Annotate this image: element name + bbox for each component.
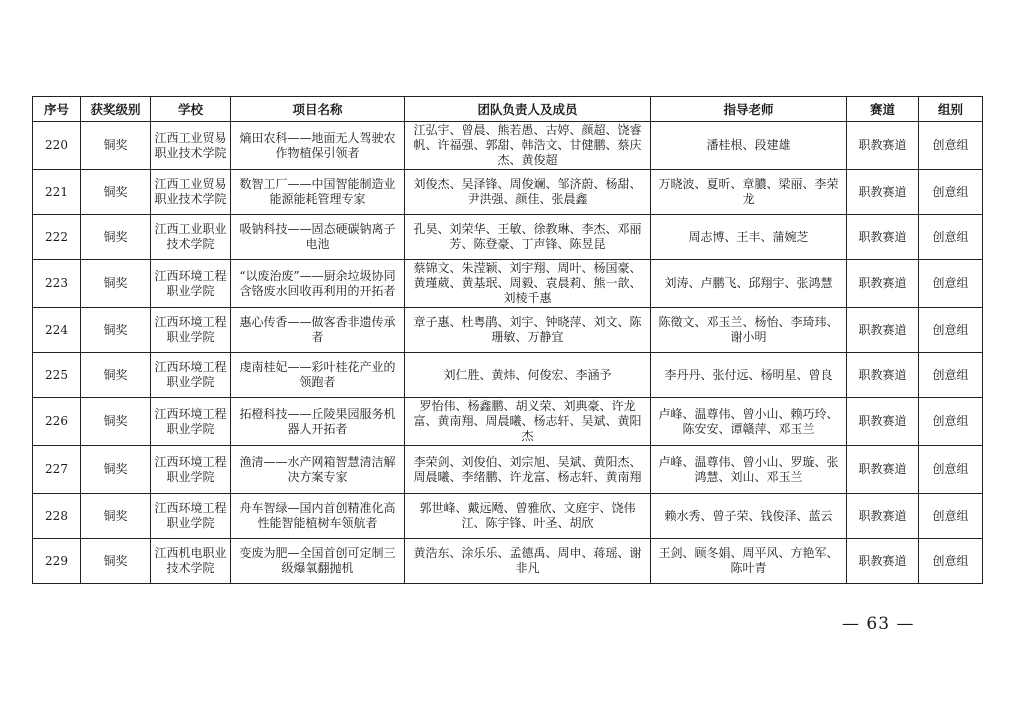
cell-project: 数智工厂——中国智能制造业能源能耗管理专家 bbox=[231, 170, 405, 215]
cell-level: 铜奖 bbox=[81, 494, 151, 539]
cell-track: 职教赛道 bbox=[847, 494, 919, 539]
table-row bbox=[33, 539, 983, 584]
cell-advisors: 赖水秀、曾子荣、钱俊泽、蓝云 bbox=[651, 494, 847, 539]
cell-group: 创意组 bbox=[919, 539, 983, 584]
cell-project: 惠心传香——做客香非遗传承者 bbox=[231, 308, 405, 353]
cell-no: 226 bbox=[33, 398, 81, 446]
cell-school: 江西环境工程职业学院 bbox=[151, 398, 231, 446]
cell-project: 虔南桂妃——彩叶桂花产业的领跑者 bbox=[231, 353, 405, 398]
cell-advisors: 万晓波、夏昕、章膿、梁丽、李荣龙 bbox=[651, 170, 847, 215]
cell-level: 铜奖 bbox=[81, 122, 151, 170]
cell-track: 职教赛道 bbox=[847, 215, 919, 260]
table-row bbox=[33, 260, 983, 308]
cell-track: 职教赛道 bbox=[847, 539, 919, 584]
cell-school: 江西机电职业技术学院 bbox=[151, 539, 231, 584]
page-number: — 63 — bbox=[842, 614, 915, 634]
cell-school: 江西工业职业技术学院 bbox=[151, 215, 231, 260]
header-cell-advisors: 指导老师 bbox=[651, 97, 847, 122]
cell-members: 黄浩东、涂乐乐、孟德禹、周申、蒋瑶、谢非凡 bbox=[405, 539, 651, 584]
table-row bbox=[33, 398, 983, 446]
table-row bbox=[33, 446, 983, 494]
header-cell-no: 序号 bbox=[33, 97, 81, 122]
cell-level: 铜奖 bbox=[81, 539, 151, 584]
cell-track: 职教赛道 bbox=[847, 170, 919, 215]
cell-track: 职教赛道 bbox=[847, 353, 919, 398]
cell-advisors: 卢峰、温尊伟、曾小山、赖巧玲、陈安安、谭赣萍、邓玉兰 bbox=[651, 398, 847, 446]
table-row bbox=[33, 353, 983, 398]
header-cell-school: 学校 bbox=[151, 97, 231, 122]
cell-level: 铜奖 bbox=[81, 215, 151, 260]
cell-group: 创意组 bbox=[919, 494, 983, 539]
header-cell-members: 团队负责人及成员 bbox=[405, 97, 651, 122]
table-row bbox=[33, 122, 983, 170]
cell-level: 铜奖 bbox=[81, 170, 151, 215]
award-table bbox=[32, 96, 983, 584]
cell-group: 创意组 bbox=[919, 446, 983, 494]
cell-project: 渔清——水产网箱智慧清洁解决方案专家 bbox=[231, 446, 405, 494]
header-cell-track: 赛道 bbox=[847, 97, 919, 122]
cell-advisors: 潘桂根、段建雄 bbox=[651, 122, 847, 170]
cell-no: 229 bbox=[33, 539, 81, 584]
cell-members: 李荣剑、刘俊伯、刘宗旭、吴斌、黄阳杰、周晨曦、李绪鹏、许龙富、杨志轩、黄南翔 bbox=[405, 446, 651, 494]
cell-members: 罗怡伟、杨鑫鹏、胡义荣、刘典豪、许龙富、黄南翔、周晨曦、杨志轩、吴斌、黄阳杰 bbox=[405, 398, 651, 446]
cell-project: 舟车智绿—国内首创精准化高性能智能植树车领航者 bbox=[231, 494, 405, 539]
cell-track: 职教赛道 bbox=[847, 446, 919, 494]
cell-members: 江弘宇、曾晨、熊若愚、古婷、颜超、饶睿帆、许福强、郭甜、韩浩文、甘健鹏、蔡庆杰、黄俊超 bbox=[405, 122, 651, 170]
cell-track: 职教赛道 bbox=[847, 398, 919, 446]
cell-group: 创意组 bbox=[919, 215, 983, 260]
cell-no: 220 bbox=[33, 122, 81, 170]
cell-level: 铜奖 bbox=[81, 260, 151, 308]
cell-members: 蔡锦文、朱滢颖、刘宇翔、周叶、杨国豪、黄瑾葳、黄基珉、周毅、袁晨莉、熊一歆、刘棱千惠 bbox=[405, 260, 651, 308]
cell-advisors: 王剑、顾冬娟、周平风、方艳军、陈叶青 bbox=[651, 539, 847, 584]
cell-project: 拓橙科技——丘陵果园服务机器人开拓者 bbox=[231, 398, 405, 446]
cell-track: 职教赛道 bbox=[847, 260, 919, 308]
cell-track: 职教赛道 bbox=[847, 308, 919, 353]
cell-no: 221 bbox=[33, 170, 81, 215]
cell-school: 江西工业贸易职业技术学院 bbox=[151, 170, 231, 215]
cell-group: 创意组 bbox=[919, 353, 983, 398]
table-row bbox=[33, 215, 983, 260]
cell-level: 铜奖 bbox=[81, 353, 151, 398]
cell-group: 创意组 bbox=[919, 122, 983, 170]
cell-no: 223 bbox=[33, 260, 81, 308]
cell-no: 227 bbox=[33, 446, 81, 494]
cell-advisors: 卢峰、温尊伟、曾小山、罗璇、张鸿慧、刘山、邓玉兰 bbox=[651, 446, 847, 494]
cell-project: “以废治废”——厨余垃圾协同含铬废水回收再利用的开拓者 bbox=[231, 260, 405, 308]
cell-school: 江西环境工程职业学院 bbox=[151, 446, 231, 494]
cell-group: 创意组 bbox=[919, 170, 983, 215]
cell-project: 吸钠科技——固态硬碳钠离子电池 bbox=[231, 215, 405, 260]
cell-level: 铜奖 bbox=[81, 398, 151, 446]
cell-members: 郭世峰、戴远飏、曾雅欣、文庭宇、饶伟江、陈宇锋、叶圣、胡欣 bbox=[405, 494, 651, 539]
cell-track: 职教赛道 bbox=[847, 122, 919, 170]
cell-no: 225 bbox=[33, 353, 81, 398]
header-cell-group: 组别 bbox=[919, 97, 983, 122]
cell-members: 章子惠、杜粤鹃、刘宇、钟晓萍、刘文、陈珊敏、万静宜 bbox=[405, 308, 651, 353]
cell-level: 铜奖 bbox=[81, 308, 151, 353]
cell-no: 228 bbox=[33, 494, 81, 539]
cell-advisors: 陈徵文、邓玉兰、杨怡、李琦玮、谢小明 bbox=[651, 308, 847, 353]
cell-advisors: 李丹丹、张付远、杨明星、曾良 bbox=[651, 353, 847, 398]
cell-school: 江西环境工程职业学院 bbox=[151, 260, 231, 308]
cell-level: 铜奖 bbox=[81, 446, 151, 494]
cell-school: 江西工业贸易职业技术学院 bbox=[151, 122, 231, 170]
table-header-row bbox=[33, 97, 983, 122]
header-cell-level: 获奖级别 bbox=[81, 97, 151, 122]
cell-project: 变废为肥—全国首创可定制三级爆氧翻抛机 bbox=[231, 539, 405, 584]
cell-group: 创意组 bbox=[919, 398, 983, 446]
cell-advisors: 周志博、王丰、蒲婉芝 bbox=[651, 215, 847, 260]
cell-project: 熵田农科——地面无人驾驶农作物植保引领者 bbox=[231, 122, 405, 170]
cell-no: 222 bbox=[33, 215, 81, 260]
table-row bbox=[33, 308, 983, 353]
cell-no: 224 bbox=[33, 308, 81, 353]
cell-members: 刘仁胜、黄炜、何俊宏、李涵予 bbox=[405, 353, 651, 398]
cell-members: 刘俊杰、吴泽锋、周俊斓、邹济蔚、杨甜、尹洪强、颜佳、张晨鑫 bbox=[405, 170, 651, 215]
table-row bbox=[33, 170, 983, 215]
cell-group: 创意组 bbox=[919, 308, 983, 353]
header-cell-project: 项目名称 bbox=[231, 97, 405, 122]
cell-group: 创意组 bbox=[919, 260, 983, 308]
cell-school: 江西环境工程职业学院 bbox=[151, 353, 231, 398]
cell-advisors: 刘涛、卢鹏飞、邱翔宇、张鸿慧 bbox=[651, 260, 847, 308]
cell-members: 孔昊、刘荣华、王敏、徐教琳、李杰、邓丽芳、陈登豪、丁声锋、陈昱昆 bbox=[405, 215, 651, 260]
cell-school: 江西环境工程职业学院 bbox=[151, 494, 231, 539]
cell-school: 江西环境工程职业学院 bbox=[151, 308, 231, 353]
table-row bbox=[33, 494, 983, 539]
